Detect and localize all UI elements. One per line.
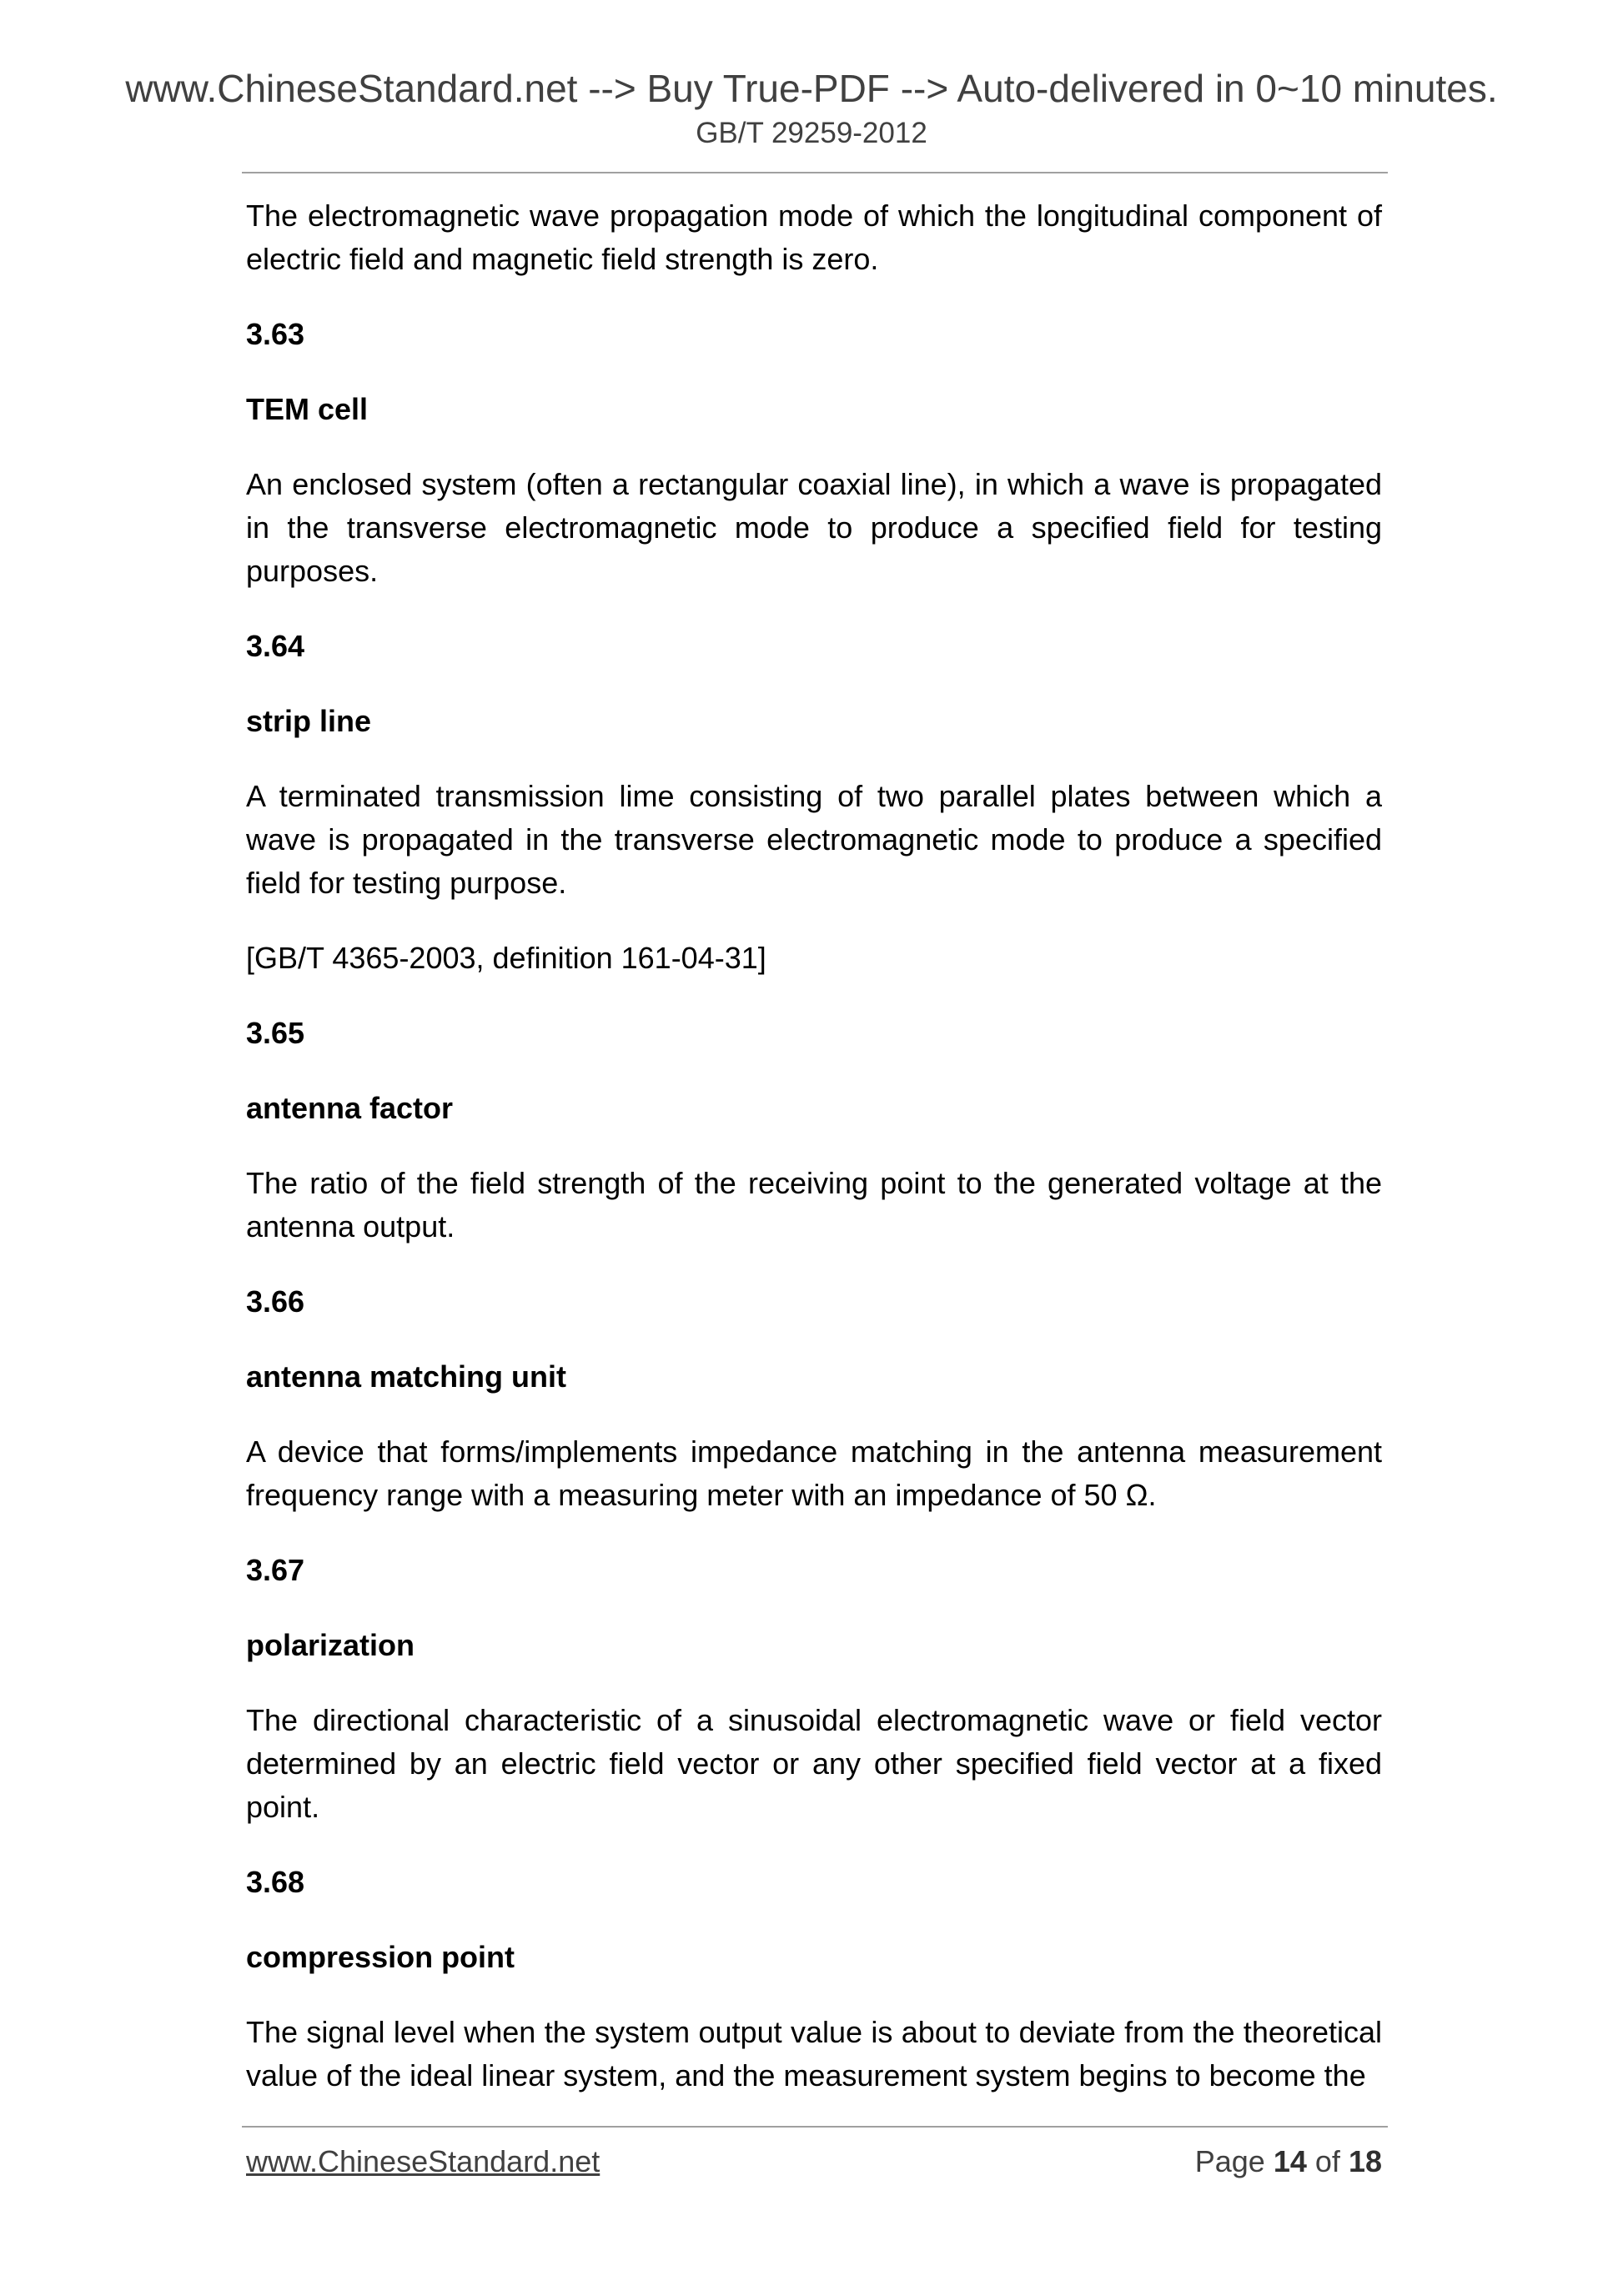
entry-term: strip line [246, 704, 372, 738]
entry-definition: An enclosed system (often a rectangular coaxial line), in which a wave is propagated in the transverse electromagnetic mode to produce a specified field for testing purposes. [246, 467, 1382, 588]
entry-number: 3.67 [246, 1553, 305, 1587]
entry-term: polarization [246, 1628, 415, 1662]
page-current: 14 [1273, 2144, 1307, 2178]
entry-number: 3.68 [246, 1865, 305, 1899]
entry-definition: A terminated transmission lime consisting of two parallel plates between which a wave is propagated in the transverse electromagnetic mode to produce a specified field for testing purpose. [246, 779, 1382, 900]
header-banner: www.ChineseStandard.net --> Buy True-PDF --> Auto-delivered in 0~10 minutes. [125, 67, 1498, 110]
entry-number: 3.64 [246, 629, 305, 663]
entry-definition: The signal level when the system output value is about to deviate from the theoretical value of the ideal linear system, and the measurement system begins to become the [246, 2015, 1382, 2093]
entry-number: 3.63 [246, 317, 305, 351]
document-body [246, 194, 1382, 2129]
entry-term: compression point [246, 1940, 515, 1974]
site-link[interactable]: www.ChineseStandard.net [246, 2144, 600, 2178]
header-divider [242, 172, 1388, 173]
intro-paragraph: The electromagnetic wave propagation mode of which the longitudinal component of electric field and magnetic field strength is zero. [246, 198, 1382, 276]
entry-term: TEM cell [246, 392, 369, 426]
page-of: of [1314, 2144, 1340, 2178]
footer-divider [242, 2126, 1388, 2128]
entry-definition: A device that forms/implements impedance matching in the antenna measurement frequency range with a measuring meter with an impedance of 50 Ω. [246, 1434, 1382, 1512]
entry-term: antenna factor [246, 1091, 454, 1125]
page-indicator [1195, 2142, 1382, 2182]
entry-number: 3.65 [246, 1016, 305, 1050]
page-word: Page [1194, 2144, 1265, 2178]
standard-code: GB/T 29259-2012 [696, 117, 927, 149]
page-total: 18 [1348, 2144, 1382, 2178]
entry-term: antenna matching unit [246, 1359, 567, 1394]
entry-definition: The directional characteristic of a sinusoidal electromagnetic wave or field vector determined by an electric field vector or any other specified field vector at a fixed point. [246, 1703, 1382, 1824]
entry-number: 3.66 [246, 1284, 305, 1319]
entry-definition: The ratio of the field strength of the receiving point to the generated voltage at the antenna output. [246, 1166, 1382, 1243]
entry-reference: [GB/T 4365-2003, definition 161-04-31] [246, 941, 766, 975]
